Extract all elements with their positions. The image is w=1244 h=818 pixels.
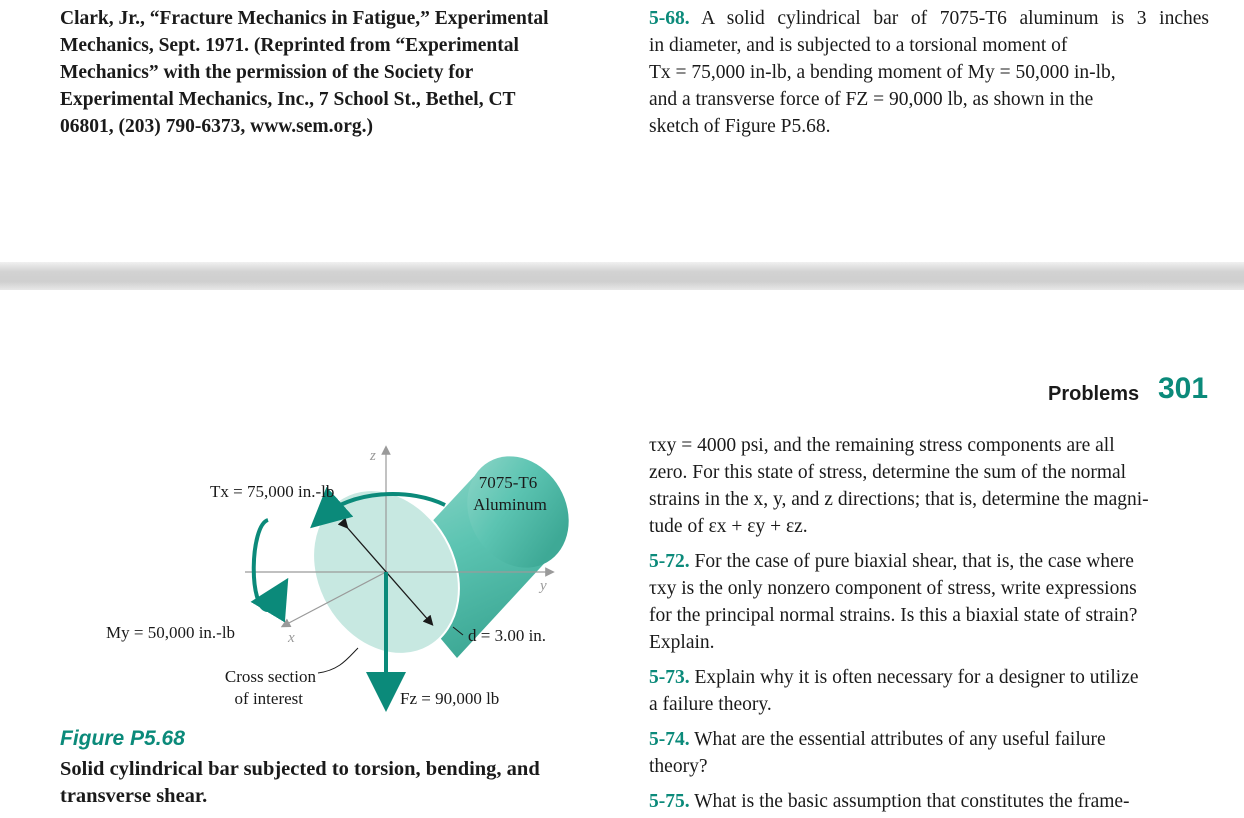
problem-line: Tx = 75,000 in-lb, a bending moment of My = 50,000 in-lb,	[649, 62, 1116, 83]
diameter-label: d = 3.00 in.	[468, 626, 547, 645]
problem-line: sketch of Figure P5.68.	[649, 116, 831, 137]
reference-paragraph	[60, 5, 612, 145]
text-line: zero. For this state of stress, determine the sum of the normal	[649, 462, 1127, 483]
reference-line: Mechanics” with the permission of the Society for	[60, 62, 474, 83]
page-divider	[0, 262, 1244, 290]
problem-5-73-line: a failure theory.	[649, 694, 772, 715]
problem-5-75-line: 5-75. What is the basic assumption that constitutes the frame-	[649, 791, 1130, 812]
reference-line: Clark, Jr., “Fracture Mechanics in Fatigue,” Experimental	[60, 8, 549, 29]
material-label: 7075-T6	[478, 473, 538, 492]
section-label: Cross section	[224, 667, 316, 686]
text-line: tude of εx + εy + εz.	[649, 516, 808, 537]
caption-line: Solid cylindrical bar subjected to torsion, bending, and	[60, 758, 540, 780]
right-column	[649, 432, 1209, 818]
problem-5-72-line: 5-72. For the case of pure biaxial shear, that is, the case where	[649, 551, 1134, 572]
problem-line: in diameter, and is subjected to a torsional moment of	[649, 35, 1068, 56]
figure-title: Figure P5.68	[60, 727, 185, 750]
problem-5-74-line: 5-74. What are the essential attributes of any useful failure	[649, 729, 1106, 750]
problem-number: 5-73.	[649, 667, 690, 688]
problem-number: 5-74.	[649, 729, 690, 750]
section-header: Problems	[1048, 383, 1140, 405]
problem-5-68	[649, 5, 1209, 145]
problem-number: 5-72.	[649, 551, 690, 572]
problem-number: 5-75.	[649, 791, 690, 812]
text-line: τxy = 4000 psi, and the remaining stress components are all	[649, 435, 1115, 456]
caption-line: transverse shear.	[60, 785, 208, 807]
problem-5-72-line: for the principal normal strains. Is this a biaxial state of strain?	[649, 605, 1138, 626]
page-number: 301	[1158, 372, 1209, 405]
reference-line: Mechanics, Sept. 1971. (Reprinted from “Experimental	[60, 35, 519, 56]
problem-number: 5-68.	[649, 8, 690, 29]
reference-line: Experimental Mechanics, Inc., 7 School St., Bethel, CT	[60, 89, 516, 110]
axis-x-label: x	[288, 630, 295, 646]
problem-5-73-line: 5-73. Explain why it is often necessary for a designer to utilize	[649, 667, 1139, 688]
text-line: strains in the x, y, and z directions; that is, determine the magni-	[649, 489, 1149, 510]
section-label: of interest	[234, 689, 303, 708]
axis-z-label: z	[370, 448, 376, 464]
moment-label: My = 50,000 in.-lb	[106, 623, 236, 642]
problem-5-72-line: Explain.	[649, 632, 715, 653]
problem-5-74-line: theory?	[649, 756, 708, 777]
torque-label: Tx = 75,000 in.-lb	[210, 482, 335, 501]
section-leader	[318, 648, 358, 673]
material-label: Aluminum	[473, 495, 547, 514]
problem-line: and a transverse force of FZ = 90,000 lb, as shown in the	[649, 89, 1094, 110]
problem-line: 5-68. A solid cylindrical bar of 7075-T6 aluminum is 3 inches	[649, 8, 1209, 29]
figure-p5-68	[90, 430, 590, 720]
figure-caption	[60, 756, 540, 810]
axis-y-label: y	[540, 578, 547, 594]
problem-5-72-line: τxy is the only nonzero component of stress, write expressions	[649, 578, 1137, 599]
force-label: Fz = 90,000 lb	[400, 689, 500, 708]
reference-line: 06801, (203) 790-6373, www.sem.org.)	[60, 116, 374, 137]
moment-arrow	[254, 520, 278, 610]
